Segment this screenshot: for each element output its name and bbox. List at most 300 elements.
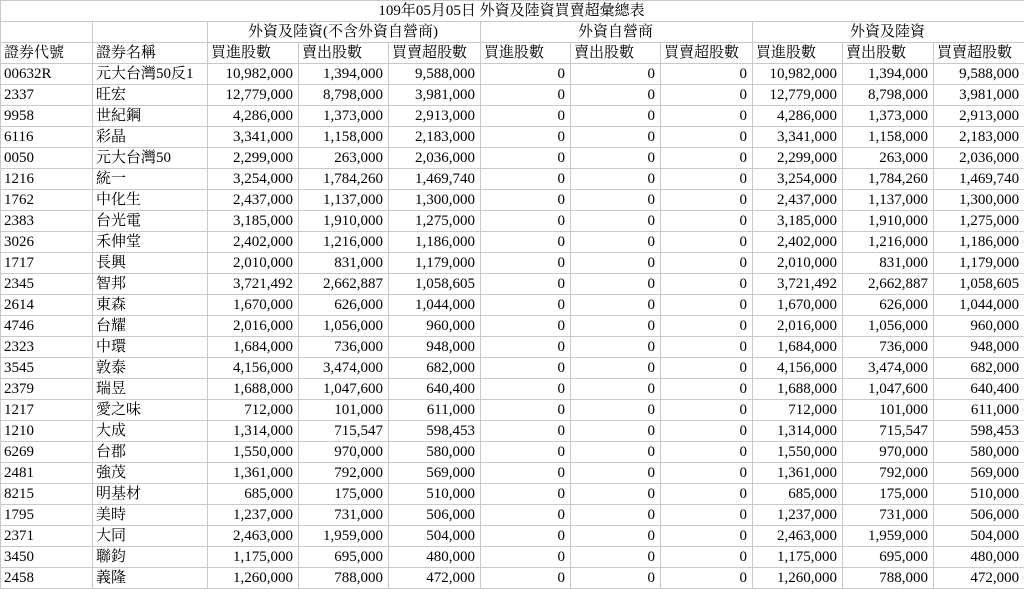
cell-share-value: 948,000: [389, 337, 481, 358]
cell-share-value: 2,183,000: [934, 127, 1024, 148]
cell-share-value: 0: [661, 526, 753, 547]
cell-share-value: 0: [661, 295, 753, 316]
cell-share-value: 3,185,000: [208, 211, 299, 232]
cell-share-value: 0: [481, 148, 571, 169]
cell-share-value: 1,186,000: [934, 232, 1024, 253]
cell-share-value: 2,016,000: [753, 316, 843, 337]
cell-security-name: 瑞昱: [93, 379, 208, 400]
cell-share-value: 1,688,000: [208, 379, 299, 400]
cell-share-value: 831,000: [843, 253, 934, 274]
cell-security-name: 世紀鋼: [93, 106, 208, 127]
cell-share-value: 0: [571, 148, 661, 169]
cell-share-value: 1,158,000: [299, 127, 389, 148]
cell-share-value: 731,000: [843, 505, 934, 526]
cell-share-value: 0: [661, 274, 753, 295]
table-row: [1, 526, 1024, 547]
cell-share-value: 0: [481, 337, 571, 358]
cell-share-value: 611,000: [934, 400, 1024, 421]
cell-share-value: 712,000: [753, 400, 843, 421]
cell-share-value: 1,275,000: [934, 211, 1024, 232]
cell-share-value: 0: [571, 547, 661, 568]
cell-share-value: 480,000: [934, 547, 1024, 568]
cell-share-value: 3,721,492: [208, 274, 299, 295]
cell-security-name: 統一: [93, 169, 208, 190]
cell-share-value: 685,000: [753, 484, 843, 505]
cell-share-value: 0: [571, 505, 661, 526]
cell-share-value: 0: [661, 421, 753, 442]
cell-security-code: 1717: [1, 253, 93, 274]
cell-share-value: 0: [571, 169, 661, 190]
cell-share-value: 695,000: [299, 547, 389, 568]
cell-security-name: 東森: [93, 295, 208, 316]
cell-share-value: 0: [481, 64, 571, 85]
cell-share-value: 0: [661, 316, 753, 337]
cell-share-value: 0: [481, 463, 571, 484]
cell-security-name: 中化生: [93, 190, 208, 211]
title-row: [1, 1, 1024, 22]
cell-security-code: 1216: [1, 169, 93, 190]
cell-share-value: 1,175,000: [208, 547, 299, 568]
cell-share-value: 1,959,000: [299, 526, 389, 547]
cell-share-value: 1,056,000: [843, 316, 934, 337]
table-row: [1, 211, 1024, 232]
cell-share-value: 0: [481, 295, 571, 316]
group-header-empty-name: [93, 22, 208, 43]
cell-share-value: 0: [481, 106, 571, 127]
cell-share-value: 0: [571, 337, 661, 358]
table-row: [1, 463, 1024, 484]
cell-share-value: 1,910,000: [843, 211, 934, 232]
table-row: [1, 169, 1024, 190]
cell-security-name: 台光電: [93, 211, 208, 232]
table-row: [1, 400, 1024, 421]
cell-share-value: 0: [481, 505, 571, 526]
cell-share-value: 0: [571, 568, 661, 589]
table-row: [1, 358, 1024, 379]
table-row: [1, 316, 1024, 337]
cell-share-value: 831,000: [299, 253, 389, 274]
cell-share-value: 3,474,000: [299, 358, 389, 379]
cell-security-name: 元大台灣50: [93, 148, 208, 169]
column-header-net-shares-1: 買賣超股數: [389, 43, 481, 64]
cell-share-value: 0: [661, 463, 753, 484]
cell-security-code: 3545: [1, 358, 93, 379]
cell-security-name: 美時: [93, 505, 208, 526]
cell-share-value: 504,000: [389, 526, 481, 547]
cell-share-value: 640,400: [389, 379, 481, 400]
cell-share-value: 504,000: [934, 526, 1024, 547]
cell-share-value: 580,000: [934, 442, 1024, 463]
cell-share-value: 0: [661, 106, 753, 127]
column-header-buy-shares-1: 買進股數: [208, 43, 299, 64]
cell-share-value: 0: [481, 211, 571, 232]
cell-share-value: 175,000: [299, 484, 389, 505]
cell-share-value: 12,779,000: [753, 85, 843, 106]
cell-share-value: 1,186,000: [389, 232, 481, 253]
cell-share-value: 10,982,000: [753, 64, 843, 85]
cell-share-value: 1,314,000: [208, 421, 299, 442]
cell-share-value: 510,000: [389, 484, 481, 505]
cell-security-code: 6116: [1, 127, 93, 148]
cell-share-value: 0: [661, 337, 753, 358]
group-header-empty-code: [1, 22, 93, 43]
cell-share-value: 792,000: [299, 463, 389, 484]
cell-share-value: 626,000: [843, 295, 934, 316]
cell-share-value: 569,000: [389, 463, 481, 484]
cell-security-name: 禾伸堂: [93, 232, 208, 253]
cell-security-name: 台耀: [93, 316, 208, 337]
cell-share-value: 0: [481, 442, 571, 463]
cell-share-value: 611,000: [389, 400, 481, 421]
cell-security-code: 0050: [1, 148, 93, 169]
cell-share-value: 2,913,000: [934, 106, 1024, 127]
cell-share-value: 8,798,000: [299, 85, 389, 106]
cell-share-value: 695,000: [843, 547, 934, 568]
cell-share-value: 0: [571, 463, 661, 484]
cell-share-value: 1,044,000: [389, 295, 481, 316]
cell-security-name: 聯鈞: [93, 547, 208, 568]
cell-share-value: 0: [571, 274, 661, 295]
cell-share-value: 569,000: [934, 463, 1024, 484]
cell-share-value: 1,058,605: [389, 274, 481, 295]
cell-share-value: 1,047,600: [299, 379, 389, 400]
group-header-foreign-total: 外資及陸資: [753, 22, 1024, 43]
cell-share-value: 0: [661, 232, 753, 253]
cell-share-value: 682,000: [934, 358, 1024, 379]
cell-share-value: 1,158,000: [843, 127, 934, 148]
cell-security-name: 台郡: [93, 442, 208, 463]
table-row: [1, 274, 1024, 295]
cell-share-value: 1,394,000: [299, 64, 389, 85]
cell-security-code: 6269: [1, 442, 93, 463]
cell-share-value: 2,010,000: [753, 253, 843, 274]
cell-share-value: 0: [661, 484, 753, 505]
cell-share-value: 2,036,000: [934, 148, 1024, 169]
cell-share-value: 9,588,000: [934, 64, 1024, 85]
table-body: [1, 64, 1024, 589]
cell-share-value: 788,000: [299, 568, 389, 589]
cell-share-value: 1,137,000: [843, 190, 934, 211]
cell-share-value: 960,000: [389, 316, 481, 337]
cell-share-value: 731,000: [299, 505, 389, 526]
cell-share-value: 0: [571, 400, 661, 421]
table-row: [1, 547, 1024, 568]
table-row: [1, 64, 1024, 85]
table-row: [1, 337, 1024, 358]
cell-share-value: 0: [661, 253, 753, 274]
cell-share-value: 472,000: [934, 568, 1024, 589]
cell-share-value: 0: [661, 85, 753, 106]
cell-share-value: 1,550,000: [208, 442, 299, 463]
group-header-foreign-dealer: 外資自營商: [481, 22, 753, 43]
cell-share-value: 598,453: [934, 421, 1024, 442]
cell-share-value: 0: [571, 316, 661, 337]
cell-share-value: 1,175,000: [753, 547, 843, 568]
cell-share-value: 0: [661, 169, 753, 190]
cell-share-value: 506,000: [934, 505, 1024, 526]
cell-share-value: 2,183,000: [389, 127, 481, 148]
cell-share-value: 715,547: [843, 421, 934, 442]
cell-share-value: 2,036,000: [389, 148, 481, 169]
table-row: [1, 568, 1024, 589]
cell-security-code: 3026: [1, 232, 93, 253]
cell-share-value: 0: [481, 358, 571, 379]
cell-share-value: 3,981,000: [389, 85, 481, 106]
cell-share-value: 4,286,000: [208, 106, 299, 127]
cell-share-value: 580,000: [389, 442, 481, 463]
table-row: [1, 484, 1024, 505]
cell-share-value: 0: [481, 379, 571, 400]
cell-share-value: 1,469,740: [934, 169, 1024, 190]
cell-share-value: 0: [481, 526, 571, 547]
table-row: [1, 295, 1024, 316]
cell-share-value: 10,982,000: [208, 64, 299, 85]
cell-share-value: 598,453: [389, 421, 481, 442]
cell-share-value: 0: [661, 568, 753, 589]
cell-share-value: 1,784,260: [299, 169, 389, 190]
cell-share-value: 1,684,000: [208, 337, 299, 358]
cell-security-name: 明基材: [93, 484, 208, 505]
cell-share-value: 2,402,000: [753, 232, 843, 253]
cell-security-name: 長興: [93, 253, 208, 274]
cell-share-value: 0: [661, 442, 753, 463]
cell-share-value: 1,688,000: [753, 379, 843, 400]
cell-share-value: 0: [571, 106, 661, 127]
group-header-row: [1, 22, 1024, 43]
cell-share-value: 792,000: [843, 463, 934, 484]
cell-security-name: 敦泰: [93, 358, 208, 379]
cell-share-value: 0: [571, 442, 661, 463]
cell-share-value: 736,000: [299, 337, 389, 358]
cell-security-name: 大同: [93, 526, 208, 547]
table-row: [1, 253, 1024, 274]
cell-share-value: 0: [661, 400, 753, 421]
column-header-net-shares-2: 買賣超股數: [661, 43, 753, 64]
cell-share-value: 1,300,000: [389, 190, 481, 211]
cell-share-value: 3,185,000: [753, 211, 843, 232]
cell-share-value: 0: [661, 379, 753, 400]
cell-share-value: 9,588,000: [389, 64, 481, 85]
table-row: [1, 106, 1024, 127]
column-header-sell-shares-3: 賣出股數: [843, 43, 934, 64]
cell-share-value: 0: [661, 547, 753, 568]
cell-share-value: 685,000: [208, 484, 299, 505]
cell-security-name: 愛之味: [93, 400, 208, 421]
cell-share-value: 1,260,000: [208, 568, 299, 589]
cell-share-value: 1,179,000: [934, 253, 1024, 274]
cell-security-name: 大成: [93, 421, 208, 442]
cell-security-code: 2337: [1, 85, 93, 106]
column-header-security-code: 證券代號: [1, 43, 93, 64]
cell-share-value: 480,000: [389, 547, 481, 568]
cell-share-value: 0: [661, 358, 753, 379]
cell-share-value: 0: [571, 526, 661, 547]
cell-share-value: 960,000: [934, 316, 1024, 337]
cell-share-value: 1,910,000: [299, 211, 389, 232]
cell-share-value: 4,156,000: [208, 358, 299, 379]
cell-security-code: 2345: [1, 274, 93, 295]
cell-share-value: 0: [481, 400, 571, 421]
cell-share-value: 1,361,000: [208, 463, 299, 484]
cell-share-value: 0: [571, 211, 661, 232]
cell-share-value: 0: [481, 169, 571, 190]
cell-share-value: 1,047,600: [843, 379, 934, 400]
cell-share-value: 1,959,000: [843, 526, 934, 547]
table-row: [1, 232, 1024, 253]
cell-share-value: 0: [661, 127, 753, 148]
cell-share-value: 0: [571, 421, 661, 442]
cell-share-value: 0: [571, 127, 661, 148]
cell-share-value: 715,547: [299, 421, 389, 442]
cell-share-value: 1,684,000: [753, 337, 843, 358]
cell-share-value: 0: [481, 253, 571, 274]
cell-share-value: 1,216,000: [299, 232, 389, 253]
column-header-sell-shares-1: 賣出股數: [299, 43, 389, 64]
cell-share-value: 1,237,000: [208, 505, 299, 526]
table-row: [1, 379, 1024, 400]
cell-share-value: 472,000: [389, 568, 481, 589]
cell-security-code: 2379: [1, 379, 93, 400]
cell-share-value: 0: [481, 274, 571, 295]
cell-share-value: 0: [481, 316, 571, 337]
cell-security-name: 義隆: [93, 568, 208, 589]
cell-share-value: 2,299,000: [753, 148, 843, 169]
cell-security-code: 4746: [1, 316, 93, 337]
cell-share-value: 1,137,000: [299, 190, 389, 211]
cell-share-value: 0: [481, 232, 571, 253]
column-header-buy-shares-3: 買進股數: [753, 43, 843, 64]
cell-share-value: 0: [571, 484, 661, 505]
cell-share-value: 0: [661, 190, 753, 211]
cell-share-value: 263,000: [843, 148, 934, 169]
cell-security-code: 2614: [1, 295, 93, 316]
cell-security-code: 2323: [1, 337, 93, 358]
cell-security-code: 3450: [1, 547, 93, 568]
cell-share-value: 1,394,000: [843, 64, 934, 85]
cell-share-value: 175,000: [843, 484, 934, 505]
cell-share-value: 2,299,000: [208, 148, 299, 169]
cell-share-value: 712,000: [208, 400, 299, 421]
cell-share-value: 2,463,000: [753, 526, 843, 547]
cell-security-name: 智邦: [93, 274, 208, 295]
cell-share-value: 3,474,000: [843, 358, 934, 379]
cell-share-value: 1,260,000: [753, 568, 843, 589]
cell-share-value: 736,000: [843, 337, 934, 358]
cell-share-value: 2,437,000: [753, 190, 843, 211]
cell-share-value: 1,044,000: [934, 295, 1024, 316]
column-header-sell-shares-2: 賣出股數: [571, 43, 661, 64]
cell-share-value: 0: [481, 190, 571, 211]
column-header-buy-shares-2: 買進股數: [481, 43, 571, 64]
cell-share-value: 1,237,000: [753, 505, 843, 526]
cell-share-value: 3,254,000: [208, 169, 299, 190]
cell-share-value: 1,670,000: [208, 295, 299, 316]
cell-share-value: 2,010,000: [208, 253, 299, 274]
table-row: [1, 190, 1024, 211]
cell-share-value: 0: [571, 85, 661, 106]
cell-security-name: 中環: [93, 337, 208, 358]
cell-security-name: 旺宏: [93, 85, 208, 106]
report-title: 109年05月05日 外資及陸資買賣超彙總表: [1, 1, 1024, 22]
cell-security-code: 1210: [1, 421, 93, 442]
cell-security-name: 強茂: [93, 463, 208, 484]
cell-share-value: 0: [661, 211, 753, 232]
cell-share-value: 1,670,000: [753, 295, 843, 316]
cell-share-value: 510,000: [934, 484, 1024, 505]
cell-security-code: 1217: [1, 400, 93, 421]
cell-share-value: 2,662,887: [299, 274, 389, 295]
cell-share-value: 0: [661, 505, 753, 526]
cell-share-value: 1,058,605: [934, 274, 1024, 295]
cell-share-value: 1,300,000: [934, 190, 1024, 211]
cell-share-value: 0: [481, 421, 571, 442]
cell-security-code: 2481: [1, 463, 93, 484]
cell-share-value: 970,000: [299, 442, 389, 463]
cell-share-value: 1,373,000: [843, 106, 934, 127]
cell-share-value: 1,373,000: [299, 106, 389, 127]
cell-share-value: 0: [571, 379, 661, 400]
cell-share-value: 1,056,000: [299, 316, 389, 337]
cell-share-value: 1,179,000: [389, 253, 481, 274]
cell-share-value: 1,216,000: [843, 232, 934, 253]
cell-share-value: 4,156,000: [753, 358, 843, 379]
table-row: [1, 442, 1024, 463]
cell-share-value: 0: [661, 64, 753, 85]
cell-share-value: 3,721,492: [753, 274, 843, 295]
column-header-net-shares-3: 買賣超股數: [934, 43, 1024, 64]
cell-share-value: 0: [481, 568, 571, 589]
table-row: [1, 85, 1024, 106]
table-row: [1, 148, 1024, 169]
cell-share-value: 101,000: [843, 400, 934, 421]
cell-share-value: 0: [571, 64, 661, 85]
cell-share-value: 506,000: [389, 505, 481, 526]
cell-security-code: 1762: [1, 190, 93, 211]
cell-share-value: 1,275,000: [389, 211, 481, 232]
cell-share-value: 1,784,260: [843, 169, 934, 190]
cell-share-value: 3,341,000: [753, 127, 843, 148]
cell-share-value: 970,000: [843, 442, 934, 463]
cell-share-value: 0: [571, 190, 661, 211]
cell-share-value: 0: [481, 547, 571, 568]
cell-share-value: 3,341,000: [208, 127, 299, 148]
cell-share-value: 0: [571, 358, 661, 379]
cell-share-value: 2,016,000: [208, 316, 299, 337]
cell-security-code: 8215: [1, 484, 93, 505]
cell-share-value: 640,400: [934, 379, 1024, 400]
cell-share-value: 0: [571, 232, 661, 253]
table-row: [1, 505, 1024, 526]
cell-share-value: 682,000: [389, 358, 481, 379]
cell-share-value: 0: [481, 484, 571, 505]
column-header-row: [1, 43, 1024, 64]
cell-security-code: 1795: [1, 505, 93, 526]
table-row: [1, 127, 1024, 148]
cell-share-value: 263,000: [299, 148, 389, 169]
cell-share-value: 1,469,740: [389, 169, 481, 190]
cell-security-code: 2458: [1, 568, 93, 589]
cell-share-value: 0: [571, 295, 661, 316]
cell-security-code: 9958: [1, 106, 93, 127]
cell-share-value: 4,286,000: [753, 106, 843, 127]
column-header-security-name: 證券名稱: [93, 43, 208, 64]
cell-share-value: 101,000: [299, 400, 389, 421]
cell-share-value: 0: [571, 253, 661, 274]
cell-security-code: 00632R: [1, 64, 93, 85]
cell-security-name: 元大台灣50反1: [93, 64, 208, 85]
cell-share-value: 3,254,000: [753, 169, 843, 190]
cell-security-code: 2383: [1, 211, 93, 232]
